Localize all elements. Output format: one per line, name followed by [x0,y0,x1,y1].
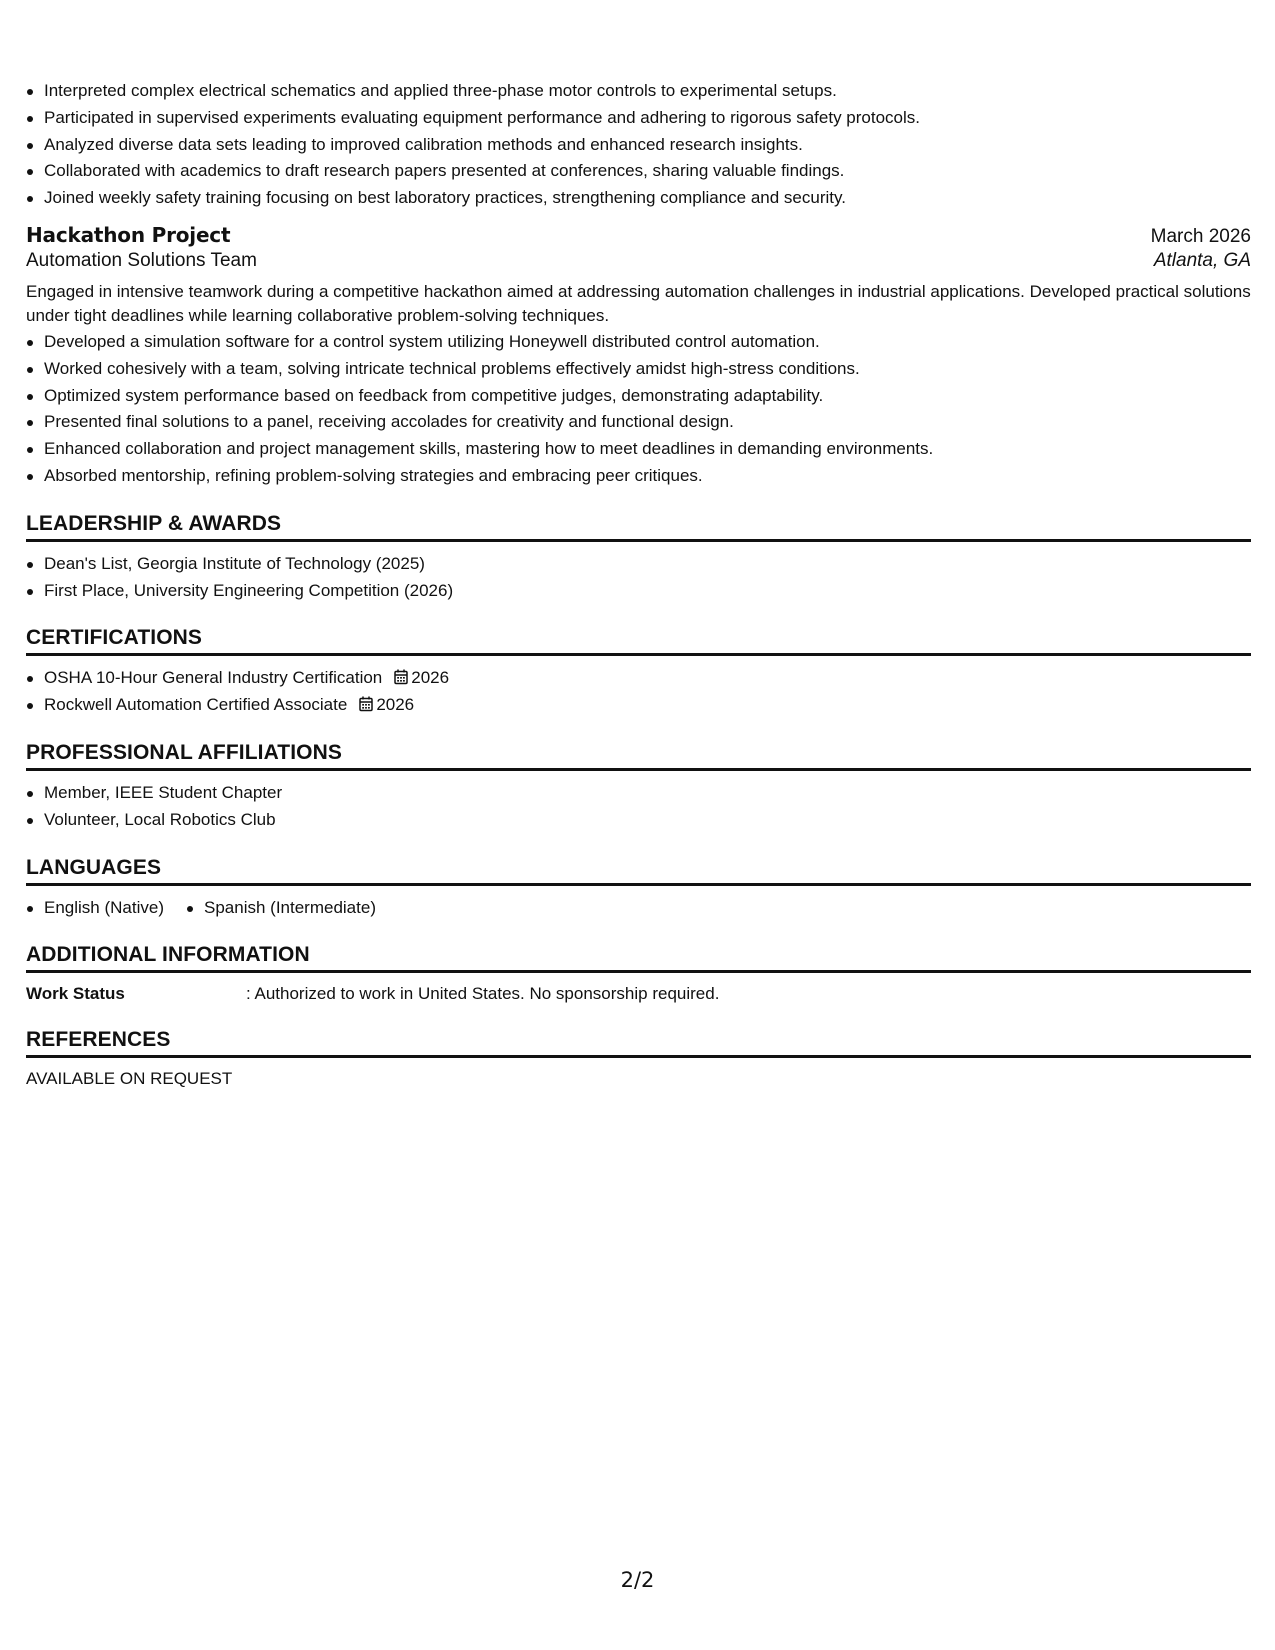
work-status-row [26,982,1251,1006]
experience-bullets [26,78,1251,212]
certification-year: 2026 [411,668,450,688]
calendar-icon [359,696,373,712]
list-item [44,665,1251,692]
entry-title: Hackathon Project [26,222,231,247]
list-item: First Place, University Engineering Competition (2026) [44,578,1251,605]
section-title-certifications: CERTIFICATIONS [26,624,1251,656]
list-item: Presented final solutions to a panel, receiving accolades for creativity and functional design. [44,409,1251,436]
certification-name: Rockwell Automation Certified Associate [44,695,348,715]
list-item: Developed a simulation software for a control system utilizing Honeywell distributed control automation. [44,329,1251,356]
section-title-affiliations: PROFESSIONAL AFFILIATIONS [26,739,1251,771]
languages-list [26,895,1251,922]
work-status-value: : Authorized to work in United States. No sponsorship required. [246,984,720,1004]
list-item: Interpreted complex electrical schematics and applied three-phase motor controls to experimental setups. [44,78,1251,105]
list-item: Enhanced collaboration and project management skills, mastering how to meet deadlines in demanding environments. [44,436,1251,463]
entry-date: March 2026 [1150,225,1251,247]
list-item [44,692,1251,719]
leadership-list [26,551,1251,605]
calendar-icon [394,669,408,685]
list-item: English (Native) [44,895,164,922]
entry-subheader [26,250,1251,272]
certifications-list [26,665,1251,719]
hackathon-bullets [26,329,1251,490]
list-item: Absorbed mentorship, refining problem-solving strategies and embracing peer critiques. [44,463,1251,490]
list-item: Volunteer, Local Robotics Club [44,807,1251,834]
section-title-languages: LANGUAGES [26,854,1251,886]
list-item: Analyzed diverse data sets leading to improved calibration methods and enhanced research insights. [44,132,1251,159]
entry-header [26,223,1251,248]
entry-description: Engaged in intensive teamwork during a competitive hackathon aimed at addressing automation challenges in industrial applications. Developed practical solutions under tight deadlines while learning collaborative problem-solving techniques. [26,281,1251,325]
list-item: Participated in supervised experiments evaluating equipment performance and adhering to rigorous safety protocols. [44,105,1251,132]
entry-organization: Automation Solutions Team [26,249,257,271]
list-item: Optimized system performance based on feedback from competitive judges, demonstrating adaptability. [44,383,1251,410]
certification-year: 2026 [376,695,415,715]
list-item: Worked cohesively with a team, solving intricate technical problems effectively amidst high-stress conditions. [44,356,1251,383]
page-number: 2/2 [620,1568,655,1592]
section-title-references: REFERENCES [26,1026,1251,1058]
list-item: Dean's List, Georgia Institute of Technology (2025) [44,551,1251,578]
section-title-leadership: LEADERSHIP & AWARDS [26,510,1251,542]
work-status-label: Work Status [26,984,125,1004]
list-item: Joined weekly safety training focusing on best laboratory practices, strengthening compliance and security. [44,185,1251,212]
list-item: Collaborated with academics to draft research papers presented at conferences, sharing valuable findings. [44,158,1251,185]
entry-location: Atlanta, GA [1153,249,1251,271]
affiliations-list [26,780,1251,834]
hackathon-entry [26,223,1251,490]
certification-name: OSHA 10-Hour General Industry Certification [44,668,383,688]
section-title-additional: ADDITIONAL INFORMATION [26,941,1251,973]
references-text: AVAILABLE ON REQUEST [26,1069,233,1089]
resume-page-2 [26,78,1251,1091]
list-item: Spanish (Intermediate) [204,895,376,922]
list-item: Member, IEEE Student Chapter [44,780,1251,807]
